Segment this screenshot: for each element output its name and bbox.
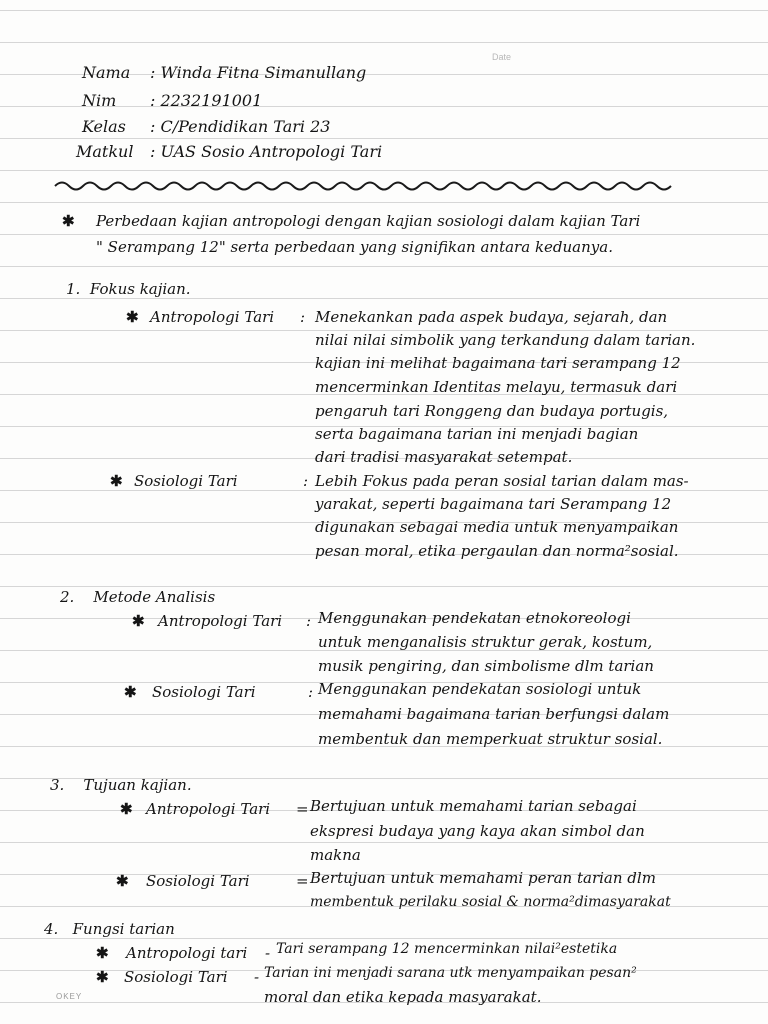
- section-number: 4.: [44, 920, 59, 938]
- item-line: membentuk dan memperkuat struktur sosial.: [318, 730, 663, 748]
- item-line: dari tradisi masyarakat setempat.: [315, 448, 573, 466]
- item-line: memahami bagaimana tarian berfungsi dalam: [318, 705, 670, 723]
- section-title: Fungsi tarian: [72, 920, 175, 938]
- item-line: moral dan etika kepada masyarakat.: [264, 988, 542, 1006]
- item-line: Menggunakan pendekatan sosiologi untuk: [318, 680, 642, 698]
- star-bullet-icon: ✱: [110, 472, 123, 490]
- item-label: Antropologi Tari: [150, 308, 275, 326]
- header-value: 2232191001: [160, 91, 263, 110]
- section-number: 1.: [66, 280, 81, 298]
- item-line: untuk menganalisis struktur gerak, kostum,: [318, 633, 653, 651]
- item-line: ekspresi budaya yang kaya akan simbol dan: [310, 822, 645, 840]
- star-bullet-icon: ✱: [96, 944, 109, 962]
- item-label: Antropologi tari: [126, 944, 248, 962]
- section-heading: [60, 588, 215, 606]
- section-heading: [50, 776, 192, 794]
- question-line: Perbedaan kajian antropologi dengan kajian sosiologi dalam kajian Tari: [96, 212, 641, 230]
- item-separator: :: [308, 683, 314, 701]
- star-bullet-icon: ✱: [96, 968, 109, 986]
- item-line: Menekankan pada aspek budaya, sejarah, dan: [315, 308, 668, 326]
- header-matkul: Matkul : UAS Sosio Antropologi Tari: [76, 142, 383, 161]
- header-nama: Nama : Winda Fitna Simanullang: [82, 63, 367, 82]
- section-heading: [66, 280, 191, 298]
- item-line: digunakan sebagai media untuk menyampaikan: [315, 518, 679, 536]
- header-value: Winda Fitna Simanullang: [160, 63, 367, 82]
- item-separator: :: [306, 612, 312, 630]
- section-title: Metode Analisis: [93, 588, 216, 606]
- section-number: 2.: [60, 588, 75, 606]
- section-title: Tujuan kajian.: [83, 776, 192, 794]
- item-line: mencerminkan Identitas melayu, termasuk dari: [315, 378, 678, 396]
- header-kelas: Kelas : C/Pendidikan Tari 23: [82, 117, 331, 136]
- item-separator: -: [265, 944, 271, 962]
- item-line: membentuk perilaku sosial & norma²dimasyarakat: [310, 894, 671, 910]
- item-label: Sosiologi Tari: [124, 968, 228, 986]
- brand-mark: OKEY: [56, 992, 83, 1001]
- header-value: UAS Sosio Antropologi Tari: [160, 142, 383, 161]
- header-label: Kelas: [82, 117, 126, 136]
- item-line: Bertujuan untuk memahami tarian sebagai: [310, 797, 637, 815]
- question-line: " Serampang 12" serta perbedaan yang signifikan antara keduanya.: [96, 238, 613, 256]
- item-line: Tarian ini menjadi sarana utk menyampaikan pesan²: [264, 965, 637, 981]
- header-label: Matkul: [76, 142, 134, 161]
- item-line: Lebih Fokus pada peran sosial tarian dalam mas-: [315, 472, 689, 490]
- header-label: Nim: [82, 91, 117, 110]
- header-label: Nama: [82, 63, 131, 82]
- item-label: Sosiologi Tari: [152, 683, 256, 701]
- star-bullet-icon: ✱: [116, 872, 129, 890]
- item-label: Sosiologi Tari: [134, 472, 238, 490]
- section-number: 3.: [50, 776, 65, 794]
- item-line: makna: [310, 846, 361, 864]
- item-line: yarakat, seperti bagaimana tari Serampang 12: [315, 495, 672, 513]
- item-line: pesan moral, etika pergaulan dan norma²sosial.: [315, 542, 679, 560]
- star-bullet-icon: ✱: [120, 800, 133, 818]
- item-label: Antropologi Tari: [158, 612, 283, 630]
- star-bullet-icon: ✱: [62, 212, 75, 230]
- item-line: serta bagaimana tarian ini menjadi bagian: [315, 425, 639, 443]
- item-line: musik pengiring, dan simbolisme dlm tarian: [318, 657, 654, 675]
- item-separator: :: [300, 308, 306, 326]
- header-value: C/Pendidikan Tari 23: [160, 117, 331, 136]
- star-bullet-icon: ✱: [132, 612, 145, 630]
- section-heading: [44, 920, 175, 938]
- section-title: Fokus kajian.: [89, 280, 191, 298]
- item-label: Sosiologi Tari: [146, 872, 250, 890]
- header-nim: Nim : 2232191001: [82, 91, 263, 110]
- item-separator: :: [303, 472, 309, 490]
- item-line: pengaruh tari Ronggeng dan budaya portugis,: [315, 402, 669, 420]
- item-line: Bertujuan untuk memahami peran tarian dlm: [310, 869, 656, 887]
- item-separator: =: [296, 800, 309, 818]
- item-label: Antropologi Tari: [146, 800, 271, 818]
- item-line: Menggunakan pendekatan etnokoreologi: [318, 609, 631, 627]
- item-line: kajian ini melihat bagaimana tari serampang 12: [315, 354, 681, 372]
- item-separator: =: [296, 872, 309, 890]
- item-separator: -: [254, 968, 260, 986]
- item-line: nilai nilai simbolik yang terkandung dalam tarian.: [315, 331, 696, 349]
- item-line: Tari serampang 12 mencerminkan nilai²estetika: [276, 941, 618, 957]
- star-bullet-icon: ✱: [124, 683, 137, 701]
- date-label: Date: [492, 52, 512, 62]
- star-bullet-icon: ✱: [126, 308, 139, 326]
